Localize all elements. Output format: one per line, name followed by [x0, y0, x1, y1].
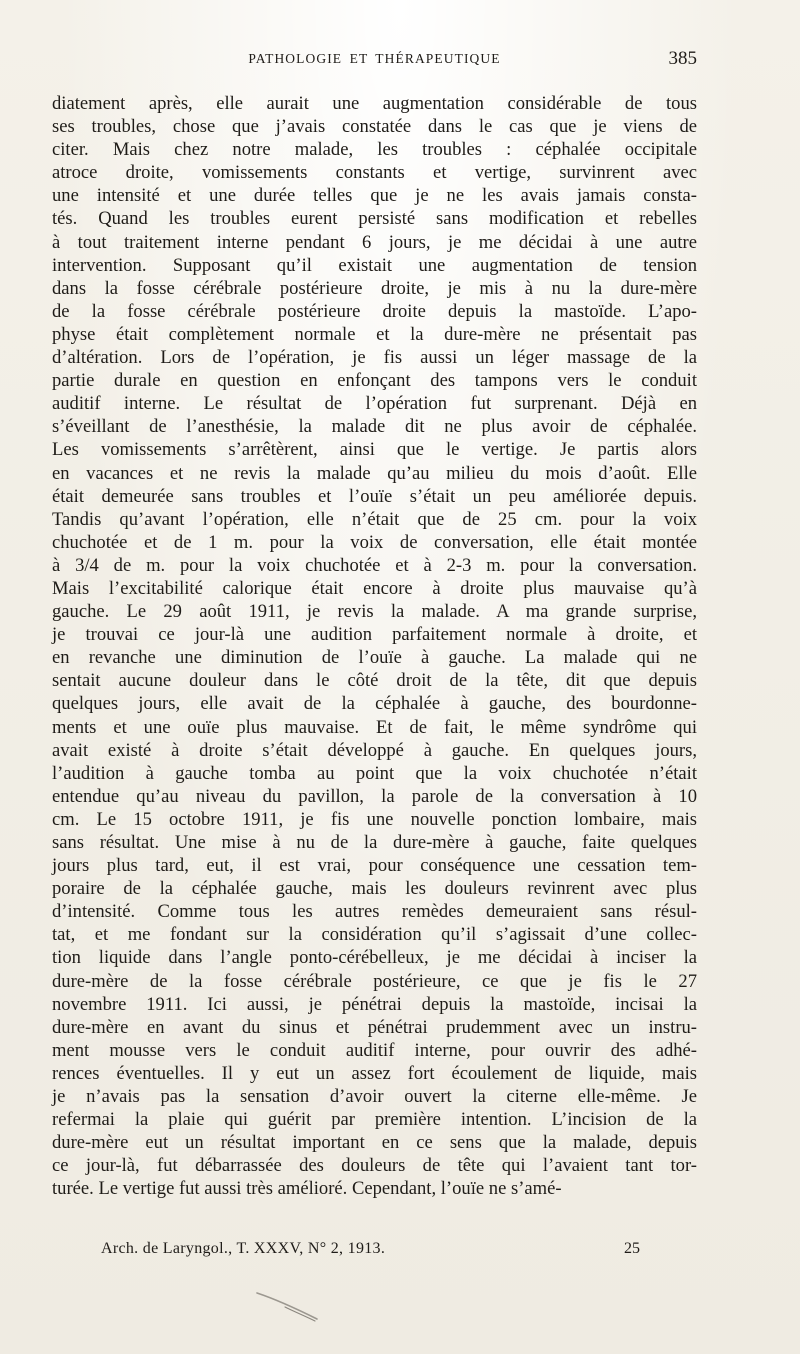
text-line: auditif interne. Le résultat de l’opération fut surprenant. Déjà en — [52, 393, 697, 415]
text-line: chuchotée et de 1 m. pour la voix de conversation, elle était montée — [52, 531, 697, 553]
text-line: rences éventuelles. Il y eut un assez fort écoulement de liquide, mais — [52, 1062, 697, 1084]
page-number: 385 — [668, 48, 697, 69]
running-head: PATHOLOGIE ET THÉRAPEUTIQUE — [248, 51, 501, 66]
text-line: citer. Mais chez notre malade, les troubles : céphalée occipitale — [52, 139, 697, 161]
page-footer — [52, 1240, 640, 1264]
text-line: je trouvai ce jour-là une audition parfaitement normale à droite, et — [52, 624, 697, 646]
text-line: je n’avais pas la sensation d’avoir ouvert la citerne elle-même. Je — [52, 1086, 697, 1108]
text-line: une intensité et une durée telles que je ne les avais jamais consta- — [52, 185, 697, 207]
text-line: diatement après, elle aurait une augmentation considérable de tous — [52, 93, 697, 114]
text-line: d’altération. Lors de l’opération, je fis aussi un léger massage de la — [52, 347, 697, 369]
text-line: entendue qu’au niveau du pavillon, la parole de la conversation à 10 — [52, 785, 697, 807]
text-line: physe était complètement normale et la dure-mère ne présentait pas — [52, 323, 697, 345]
text-line: ce jour-là, fut débarrassée des douleurs de tête qui l’avaient tant tor- — [52, 1155, 697, 1177]
text-line: l’audition à gauche tomba au point que la voix chuchotée n’était — [52, 762, 697, 784]
text-line: tat, et me fondant sur la considération qu’il s’agissait d’une collec- — [52, 924, 697, 946]
page-header — [52, 48, 697, 72]
text-line: de la fosse cérébrale postérieure droite depuis la mastoïde. L’apo- — [52, 300, 697, 322]
text-line: en revanche une diminution de l’ouïe à gauche. La malade qui ne — [52, 647, 697, 669]
text-line: sans résultat. Une mise à nu de la dure-mère à gauche, faite quelques — [52, 832, 697, 853]
text-line: refermai la plaie qui guérit par première intention. L’incision de la — [52, 1109, 697, 1131]
text-line: intervention. Supposant qu’il existait une augmentation de tension — [52, 254, 697, 276]
text-line: atroce droite, vomissements constants et vertige, survinrent avec — [52, 162, 697, 184]
text-line: jours plus tard, eut, il est vrai, pour conséquence une cessation tem- — [52, 855, 697, 877]
text-line: tion liquide dans l’angle ponto-cérébelleux, je me décidai à inciser la — [52, 947, 697, 969]
text-line: Tandis qu’avant l’opération, elle n’était que de 25 cm. pour la voix — [52, 508, 697, 530]
text-line: cm. Le 15 octobre 1911, je fis une nouvelle ponction lombaire, mais — [52, 808, 697, 830]
text-line: novembre 1911. Ici aussi, je pénétrai depuis la mastoïde, incisai la — [52, 993, 697, 1015]
text-line: avait existé à droite s’était développé à gauche. En quelques jours, — [52, 739, 697, 761]
signature-number: 25 — [624, 1240, 640, 1257]
text-line: turée. Le vertige fut aussi très amélioré. Cependant, l’ouïe ne s’amé- — [52, 1178, 562, 1200]
text-line: à tout traitement interne pendant 6 jours, je me décidai à une autre — [52, 231, 697, 253]
text-line: tés. Quand les troubles eurent persisté sans modification et rebelles — [52, 208, 697, 230]
text-line: à 3/4 de m. pour la voix chuchotée et à 2-3 m. pour la conversation. — [52, 554, 697, 576]
text-line: ments et une ouïe plus mauvaise. Et de fait, le même syndrôme qui — [52, 716, 697, 738]
text-line: partie durale en question en enfonçant des tampons vers le conduit — [52, 370, 697, 392]
text-line: ses troubles, chose que j’avais constatée dans le cas que je viens de — [52, 116, 697, 138]
text-line: d’intensité. Comme tous les autres remèdes demeuraient sans résul- — [52, 901, 697, 923]
text-line: était demeurée sans troubles et l’ouïe s’était un peu améliorée depuis. — [52, 485, 697, 507]
text-line: Mais l’excitabilité calorique était encore à droite plus mauvaise qu’à — [52, 577, 697, 599]
text-line: dans la fosse cérébrale postérieure droite, je mis à nu la dure-mère — [52, 277, 697, 299]
text-line: gauche. Le 29 août 1911, je revis la malade. A ma grande surprise, — [52, 601, 697, 623]
pencil-mark-icon — [255, 1285, 325, 1325]
text-line: s’éveillant de l’anesthésie, la malade dit ne plus avoir de céphalée. — [52, 416, 697, 438]
text-line: dure-mère en avant du sinus et pénétrai prudemment avec un instru- — [52, 1016, 697, 1038]
text-line: quelques jours, elle avait de la céphalée à gauche, des bourdonne- — [52, 693, 697, 715]
text-line: ment mousse vers le conduit auditif interne, pour ouvrir des adhé- — [52, 1039, 697, 1061]
text-line: dure-mère de la fosse cérébrale postérieure, ce que je fis le 27 — [52, 970, 697, 992]
journal-reference: Arch. de Laryngol., T. XXXV, N° 2, 1913. — [101, 1240, 386, 1257]
text-line: en vacances et ne revis la malade qu’au milieu du mois d’août. Elle — [52, 462, 697, 484]
text-line: sentait aucune douleur dans le côté droit de la tête, dit que depuis — [52, 670, 697, 692]
text-line: poraire de la céphalée gauche, mais les douleurs revinrent avec plus — [52, 878, 697, 900]
text-line: Les vomissements s’arrêtèrent, ainsi que le vertige. Je partis alors — [52, 439, 697, 461]
text-line: dure-mère eut un résultat important en ce sens que la malade, depuis — [52, 1132, 697, 1154]
body-text — [52, 92, 697, 1201]
